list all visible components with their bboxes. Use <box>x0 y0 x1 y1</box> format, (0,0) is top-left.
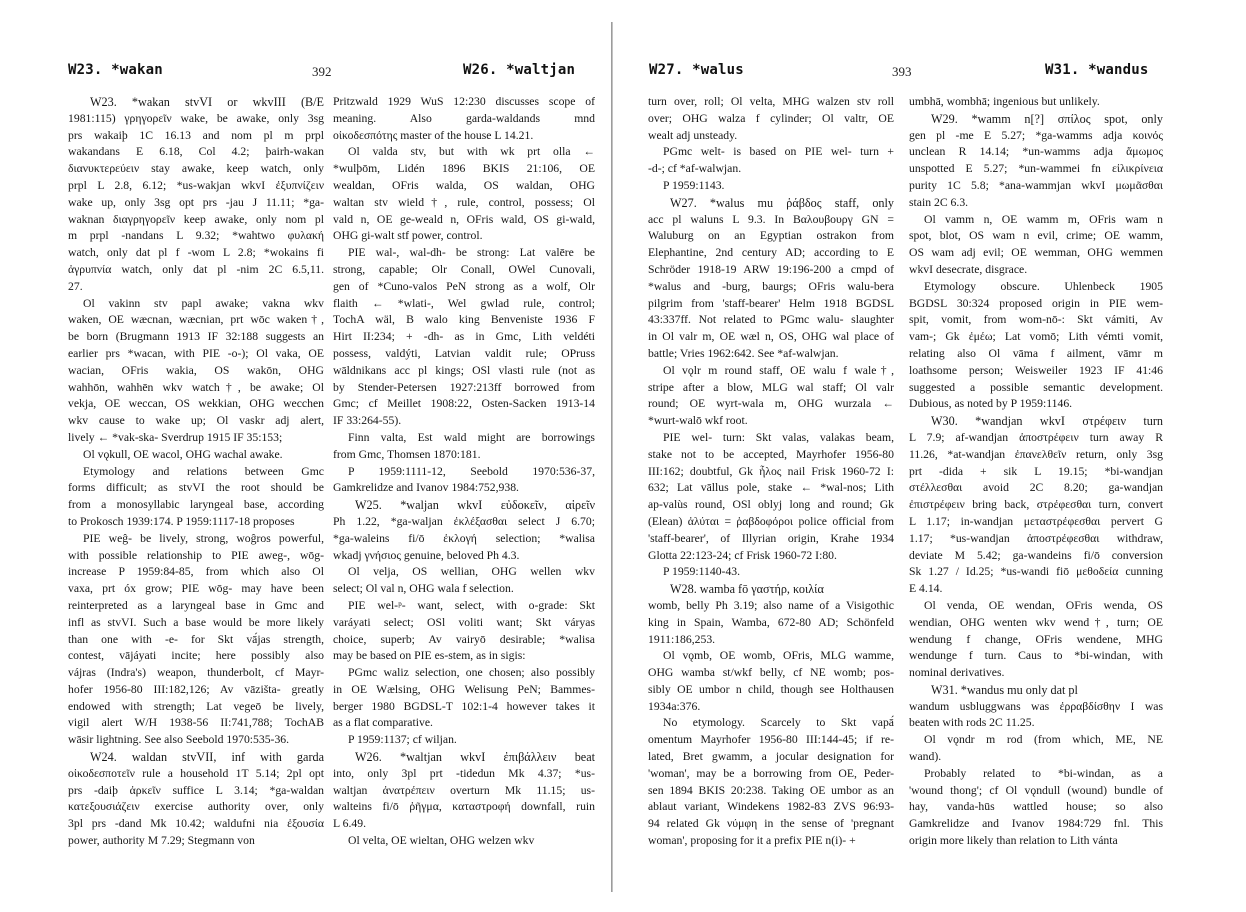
text-line: into, only 3pl prt -tidedun Mk 4.37; *us- <box>333 766 595 780</box>
text-line: increase P 1959:84-85, from which also Ol <box>68 565 324 579</box>
text-line: wāsir lightning. See also Seebold 1970:535-36. <box>68 733 290 747</box>
text-line: stake not to be accepted, Mayrhofer 1956-80 <box>648 447 894 461</box>
text-line: with possible relationship to PIE aweg-, wōg- <box>68 548 324 562</box>
text-line: W30. *wandjan wkvI στρέφειν turn <box>931 414 1163 429</box>
text-line: PIE weĝ- be lively, strong, woĝros powerful, <box>83 531 324 545</box>
text-line: διανυκτερεύειν stay awake, keep watch, only <box>68 162 324 176</box>
text-line: suggested a possible semantic development. <box>909 380 1163 394</box>
text-line: gen pl -me E 5.27; *ga-wamms adja κοινός <box>909 128 1163 142</box>
text-line: battle; Vries 1962:642. See *af-walwjan. <box>648 346 839 360</box>
text-line: P 1959:1143. <box>663 178 725 192</box>
text-line: W26. *waltjan wkvI ἐπιβάλλειν beat <box>355 750 595 765</box>
text-line: strong, capable; Olr Conall, OWel Cunovali, <box>333 262 595 276</box>
text-line: Ol vǫmb, OE womb, OFris, MLG wamme, <box>663 649 894 663</box>
text-line: W24. waldan stvVII, inf with garda <box>90 750 324 765</box>
text-line: Etymology and relations between Gmc <box>83 464 324 478</box>
text-line: Ol venda, OE wendan, OFris wenda, OS <box>924 598 1163 612</box>
text-line: wendung f change, OFris wendene, MHG <box>909 632 1163 646</box>
text-line: Gamkrelidze and Ivanov 1984:729 fnl. This <box>909 817 1163 831</box>
text-line: waltan stv wield†, rule, control, possess; Ol <box>333 195 595 209</box>
text-line: to Prokosch 1939:174. P 1959:1117-18 proposes <box>68 514 295 528</box>
text-line: sibly OE umbor n child, though see Holthausen <box>648 682 894 696</box>
text-line: Ol velja, OS wellian, OHG wellen wkv <box>348 565 595 579</box>
text-line: vam-; Gk ἐμέω; Lat vomō; Lith vémti vomit, <box>909 330 1163 344</box>
text-line: 1.17; *us-wandjan ἀποστρέφεσθαι withdraw, <box>909 531 1163 545</box>
text-line: vald n, OE ge-weald n, OFris wald, OS gi-wald, <box>333 212 595 226</box>
text-line: Etymology obscure. Uhlenbeck 1905 <box>924 279 1163 293</box>
text-line: OHG wamba st/wkf belly, cf NE womb; pos- <box>648 666 894 680</box>
text-line: from Gmc, Thomsen 1870:181. <box>333 447 481 461</box>
text-line: hay, vanda-hūs wattled house; so also <box>909 800 1163 814</box>
text-line: Ol vǫlr m round staff, OE walu f wale†, <box>663 363 894 377</box>
text-line: unclean R 14.14; *un-wamms adja ἄμωμος <box>909 145 1163 159</box>
text-line: PIE wel- turn: Skt valas, valakas beam, <box>663 430 894 444</box>
text-line: 'woman', may be a borrowing from OE, Peder- <box>648 766 894 780</box>
text-line: watch, only dat pl f -wom L 2.8; *wokains fi <box>68 246 324 260</box>
text-line: W25. *waljan wkvI εὐδοκεῖν, αἱρεῖν <box>355 498 595 513</box>
text-line: prpl L 2.8, 6.12; *us-wakjan wkvI ἐξυπνίζειν <box>68 178 324 192</box>
text-line: wakandans E 6.18, Col 4.2; þairh-wakan <box>68 145 324 159</box>
text-line: Hirt II:234; + -dh- as in Gmc, Lith veldéti <box>333 330 595 344</box>
text-line: reinterpreted as a laryngeal base in Gmc and <box>68 598 324 612</box>
text-line: Probably related to *bi-windan, as a <box>924 766 1163 780</box>
text-line: *wurt-walō wkf root. <box>648 414 748 428</box>
right-page <box>618 0 1246 912</box>
text-line: *ga-waleins fi/ō ἐκλογή selection; *walisa <box>333 531 595 545</box>
text-line: OS wam adj evil; OE wemman, OHG wemmen <box>909 246 1163 260</box>
text-line: berger 1980 BGDSL-T 102:1-4 however takes it <box>333 699 595 713</box>
text-line: P 1959:1137; cf wiljan. <box>348 733 457 747</box>
text-line: 632; Lat vāllus pole, stake ← *wal-nos; Lith <box>648 481 894 495</box>
text-line: *wulþōm, Lidén 1896 BKIS 21:106, OE <box>333 162 595 176</box>
text-line: P 1959:1111-12, Seebold 1970:536-37, <box>348 464 595 478</box>
text-line: wendian, OHG wenten wkv wend†, turn; OE <box>909 615 1163 629</box>
text-line: οἰκοδεσπότης master of the house L 14.21. <box>333 128 534 142</box>
text-line: III:162; doubtful, Gk ἧλος nail Frisk 1960-72 I: <box>648 464 894 478</box>
text-line: Ol valda stv, but with wk prt olla ← <box>348 145 595 159</box>
text-line: by Stender-Petersen 1927:213ff borrowed from <box>333 380 595 394</box>
text-line: 1911:186,253. <box>648 632 716 646</box>
text-line: prs wakaiþ 1C 16.13 and nom pl m prpl <box>68 128 324 142</box>
text-line: Gmc; cf Meillet 1908:22, Osten-Sacken 1913-14 <box>333 397 595 411</box>
text-line: king in Spain, Wamba, 672-80 AD; Schönfeld <box>648 615 894 629</box>
text-line: wāldnikans acc pl kings; OSl vlasti rule (not as <box>333 363 595 377</box>
text-line: gen of *Cuno-valos PeN strong as a wolf, Olr <box>333 279 595 293</box>
text-line: Schröder 1918-19 ARW 19:196-200 a cmpd of <box>648 262 894 276</box>
text-line: L 6.49. <box>333 817 367 831</box>
text-line: vaxa, prt óx grow; PIE wōg- may have been <box>68 582 324 596</box>
text-line: beaten with rods 2C 11.25. <box>909 716 1035 730</box>
text-line: choice, superb; Av vairyō desirable; *walisa <box>333 632 595 646</box>
text-line: PIE wal-, wal-dh- be strong: Lat valēre be <box>348 246 595 260</box>
text-line: wake up, only 3sg opt prs -jau J 11.11; *ga- <box>68 195 324 209</box>
text-line: ap-valùs round, OSl oblyj long and round; Gk <box>648 498 894 512</box>
text-line: wealdan, OFris walda, OS waldan, OHG <box>333 178 595 192</box>
text-line: as a flat comparative. <box>333 716 433 730</box>
running-head-right: W26. *waltjan <box>463 62 576 78</box>
text-line: (Elean) ἀλύται = ῥαβδοφόροι police official from <box>648 514 894 528</box>
text-line: W23. *wakan stvVI or wkvIII (B/E <box>90 95 324 109</box>
text-line: umbhā, wombhā; ingenious but unlikely. <box>909 95 1100 108</box>
text-line: infl as stvVI. Such a base would be more likely <box>68 615 324 629</box>
text-line: omentum Mayrhofer 1956-80 III:144-45; if re- <box>648 733 894 747</box>
text-line: spot, blot, OS wam n evil, crime; OE wamm, <box>909 229 1163 243</box>
text-line: spit, vomit, from wom-nō-: Skt vámiti, Av <box>909 313 1163 327</box>
text-line: TochA wäl, B walo king Benveniste 1936 F <box>333 313 595 327</box>
text-line: Ol vǫkull, OE wacol, OHG wachal awake. <box>83 447 283 461</box>
text-line: prt -dida + sik L 19.15; *bi-wandjan <box>909 464 1163 478</box>
book-gutter <box>611 22 613 892</box>
text-line: W28. wamba fō γαστήρ, κοιλία <box>670 582 824 597</box>
text-line: origin more likely than relation to Lith vánta <box>909 834 1118 848</box>
text-line: Ol vǫndr m rod (from which, ME, NE <box>924 733 1163 747</box>
text-line: W31. *wandus mu only dat pl <box>931 682 1078 697</box>
text-line: round; OE wyrt-wala m, OHG wurzala ← <box>648 397 894 411</box>
text-line: Ph 1.22, *ga-waljan ἐκλέξασθαι select J 6.70; <box>333 514 595 528</box>
text-line: waken, OE wæcnan, wæcnian, prt wōc waken†, <box>68 313 324 327</box>
running-head-left: W27. *walus <box>649 62 744 78</box>
text-line: *walus and -burg, baurgs; OFris walu-bera <box>648 279 894 293</box>
text-line: prs -daiþ ἀρκεῖν suffice L 3.14; *ga-waldan <box>68 783 324 797</box>
text-line: meaning. Also garda-waldands mnd <box>333 111 595 125</box>
text-line: PGmc waliz selection, one chosen; also possibly <box>348 666 595 680</box>
text-line: E 4.14. <box>909 582 943 596</box>
text-line: purity 1C 5.8; *ana-wammjan wkvI μωμᾶσθαι <box>909 178 1163 192</box>
text-line: wkadj γνήσιος genuine, beloved Ph 4.3. <box>333 548 520 562</box>
text-line: wealt adj unsteady. <box>648 128 738 142</box>
text-column <box>648 94 894 850</box>
text-line: Glotta 22:123-24; cf Frisk 1960-72 I:80. <box>648 548 837 562</box>
text-line: W29. *wamm n[?] σπίλος spot, only <box>931 111 1163 126</box>
text-line: relating also Ol vāma f ailment, vāmr m <box>909 346 1163 360</box>
text-line: Dubious, as noted by P 1959:1146. <box>909 397 1073 411</box>
text-line: PGmc welt- is based on PIE wel- turn + <box>663 145 894 159</box>
text-line: earlier prs *wacan, with PIE -o-); Ol vaka, OE <box>68 346 324 360</box>
text-line: m prpl -nandans L 9.32; *wahtwo φυλακή <box>68 229 324 243</box>
text-line: Sk 1.27 / Id.25; *us-wandi fiō μεθοδεία cunning <box>909 565 1163 579</box>
text-line: vekja, OE weccan, OS wekkian, OHG wecchen <box>68 397 324 411</box>
text-line: power, authority M 7.29; Stegmann von <box>68 834 255 848</box>
text-line: IF 33:264-55). <box>333 414 402 428</box>
text-line: -d-; cf *af-walwjan. <box>648 162 742 176</box>
text-line: deviate M 5.42; ga-wandeins fi/ō conversion <box>909 548 1163 562</box>
text-line: Finn valta, Est wald might are borrowings <box>348 430 595 444</box>
text-line: select; Ol val n, OHG wala f selection. <box>333 582 514 596</box>
text-line: waltjan ἀνατρέπειν overturn Mk 11.15; us- <box>333 783 595 797</box>
text-line: 11.26, *at-wandjan ἐπανελθεῖν return, only 3sg <box>909 447 1163 461</box>
text-line: P 1959:1140-43. <box>663 565 741 579</box>
text-line: 43:337ff. Not related to PGmc walu- slaughter <box>648 313 894 327</box>
text-line: wandum usbluggwans was ἐρραβδίσθην I was <box>909 699 1163 713</box>
text-line: L 7.9; af-wandjan ἀποστρέφειν turn away R <box>909 430 1163 444</box>
text-line: unspotted E 5.27; *un-wammei fn εἰλικρίνεια <box>909 162 1163 176</box>
text-line: womb, belly Ph 3.19; also name of a Visigothic <box>648 598 894 612</box>
text-line: Ol vakinn stv papl awake; vakna wkv <box>83 296 324 310</box>
text-line: forms difficult; as stvVI the root should be <box>68 481 324 495</box>
text-line: PIE wel-ᵖ- want, select, with o-grade: Skt <box>348 598 595 612</box>
text-line: Pritzwald 1929 WuS 12:230 discusses scope of <box>333 95 595 108</box>
text-line: κατεξουσιάζειν exercise authority over, only <box>68 800 324 814</box>
text-line: wahhōn, wahhēn wkv watch†, be awake; Ol <box>68 380 324 394</box>
text-line: woman', proposing for it a prefix PIE n(i)- + <box>648 834 856 848</box>
text-line: wkvI desecrate, disgrace. <box>909 262 1028 276</box>
text-line: from a monosyllabic laryngeal base, according <box>68 498 324 512</box>
text-line: wkv cause to wake up; Ol vaskr adj alert, <box>68 414 324 428</box>
text-line: hofer 1956-80 III:182,126; Av vāzišta- greatly <box>68 682 324 696</box>
text-line: Gamkrelidze and Ivanov 1984:752,938. <box>333 481 519 495</box>
text-line: lively ← *vak-ska- Sverdrup 1915 IF 35:153; <box>68 430 283 444</box>
text-line: lated, Bret gwamm, a jocular designation for <box>648 750 894 764</box>
text-line: wand). <box>909 750 942 764</box>
text-line: stripe after a blow, MLG wal staff; Ol valr <box>648 380 894 394</box>
text-line: walteins fi/ō ῥῆγμα, καταστροφή downfall, ruin <box>333 800 595 814</box>
text-line: endowed with strength; Lat vegeō be lively, <box>68 699 324 713</box>
text-line: BGDSL 30:324 proposed origin in PIE wem- <box>909 296 1163 310</box>
text-line: vájras (Indra's) weapon, thunderbolt, cf Mayr- <box>68 666 324 680</box>
text-line: in Ol valr m, OE wæl n, OS, OHG wal place of <box>648 330 894 344</box>
text-line: in OE Wælsing, OHG Welisung PeN; Bammes- <box>333 682 595 696</box>
text-line: pilgrim from 'staff-bearer' Helm 1918 BGDSL <box>648 296 894 310</box>
text-line: 'staff-bearer', of Illyrian origin, Krahe 1934 <box>648 531 894 545</box>
text-line: than one with -e- for Skt vā́jas strength, <box>68 632 324 646</box>
text-line: στέλλεσθαι avoid 2C 8.20; ga-wandjan <box>909 481 1163 495</box>
text-line: ἀγρυπνία watch, only dat pl -nim 2C 6.5,11. <box>68 262 324 276</box>
text-line: flaith ← *wlati-, Wel gwlad rule, control; <box>333 296 595 310</box>
text-line: turn over, roll; Ol velta, MHG walzen stv roll <box>648 95 894 108</box>
text-line: 1934a:376. <box>648 699 701 713</box>
text-line: 1981:115) γρηγορεῖν wake, be awake, only 3sg <box>68 111 324 125</box>
page-number: 393 <box>892 64 912 79</box>
text-line: 94 related Gk νύμφη in the sense of 'pregnant <box>648 817 894 831</box>
text-line: be born (Brugmann 1913 IF 32:188 suggests an <box>68 330 324 344</box>
text-line: W27. *walus mu ῥάβδος staff, only <box>670 195 894 210</box>
left-page <box>0 0 610 912</box>
text-line: contest, vājáyati incite; here possibly also <box>68 649 324 663</box>
page-number: 392 <box>312 64 332 79</box>
text-line: Waluburg on an Egyptian ostrakon from <box>648 229 894 243</box>
text-line: varáyati select; OSl voliti want; Skt váryas <box>333 615 595 629</box>
text-line: stain 2C 6.3. <box>909 195 969 209</box>
text-line: OHG gi-walt stf power, control. <box>333 229 483 243</box>
text-line: ἐπιστρέφειν bring back, στρέφεσθαι turn, convert <box>909 498 1163 512</box>
text-line: ablaut variant, Windekens 1982-83 ZVS 96:93- <box>648 800 894 814</box>
text-line: No etymology. Scarcely to Skt vapā́ <box>663 716 894 730</box>
text-column <box>68 94 324 850</box>
text-line: over; OHG walza f cylinder; Ol valtr, OE <box>648 111 894 125</box>
text-line: possess, valdýti, Latvian valdit rule; OPruss <box>333 346 595 360</box>
text-line: acc pl waluns L 9.3. In Βαλουβουργ GN = <box>648 212 894 226</box>
running-head-left: W23. *wakan <box>68 62 163 78</box>
running-head-right: W31. *wandus <box>1045 62 1149 78</box>
text-line: 27. <box>68 279 83 293</box>
text-line: waknan διαγρηγορεῖν keep awake, only nom pl <box>68 212 324 226</box>
text-line: 'wound thong'; cf Ol vǫndull (wound) bundle of <box>909 783 1163 797</box>
text-line: οἰκοδεσποτεῖν rule a household 1T 5.14; 2pl opt <box>68 766 324 780</box>
text-line: sen 1894 BKIS 20:238. Taking OE umbor as an <box>648 783 894 797</box>
text-line: Ol vamm n, OE wamm m, OFris wam n <box>924 212 1163 226</box>
text-line: L 1.17; in-wandjan μεταστρέφεσθαι pervert G <box>909 514 1163 528</box>
text-line: 3pl prs -dand Mk 10.42; waldufni nia ἐξουσία <box>68 817 324 831</box>
text-line: may be based on PIE es-stem, as in sigis: <box>333 649 526 663</box>
text-column <box>909 94 1163 850</box>
text-line: loathsome person; Weisweiler 1923 IF 41:46 <box>909 363 1163 377</box>
text-line: Ol velta, OE wieltan, OHG welzen wkv <box>348 834 535 848</box>
text-line: vigil alert W/H 1938-56 II:741,788; TochAB <box>68 716 324 730</box>
text-line: wacian, OFris wakia, OS wakōn, OHG <box>68 363 324 377</box>
text-line: Elephantine, 2nd century AD; according to E <box>648 246 894 260</box>
text-line: nominal derivatives. <box>909 666 1005 680</box>
text-column <box>333 94 595 850</box>
text-line: wendunge f turn. Caus to *bi-windan, with <box>909 649 1163 663</box>
